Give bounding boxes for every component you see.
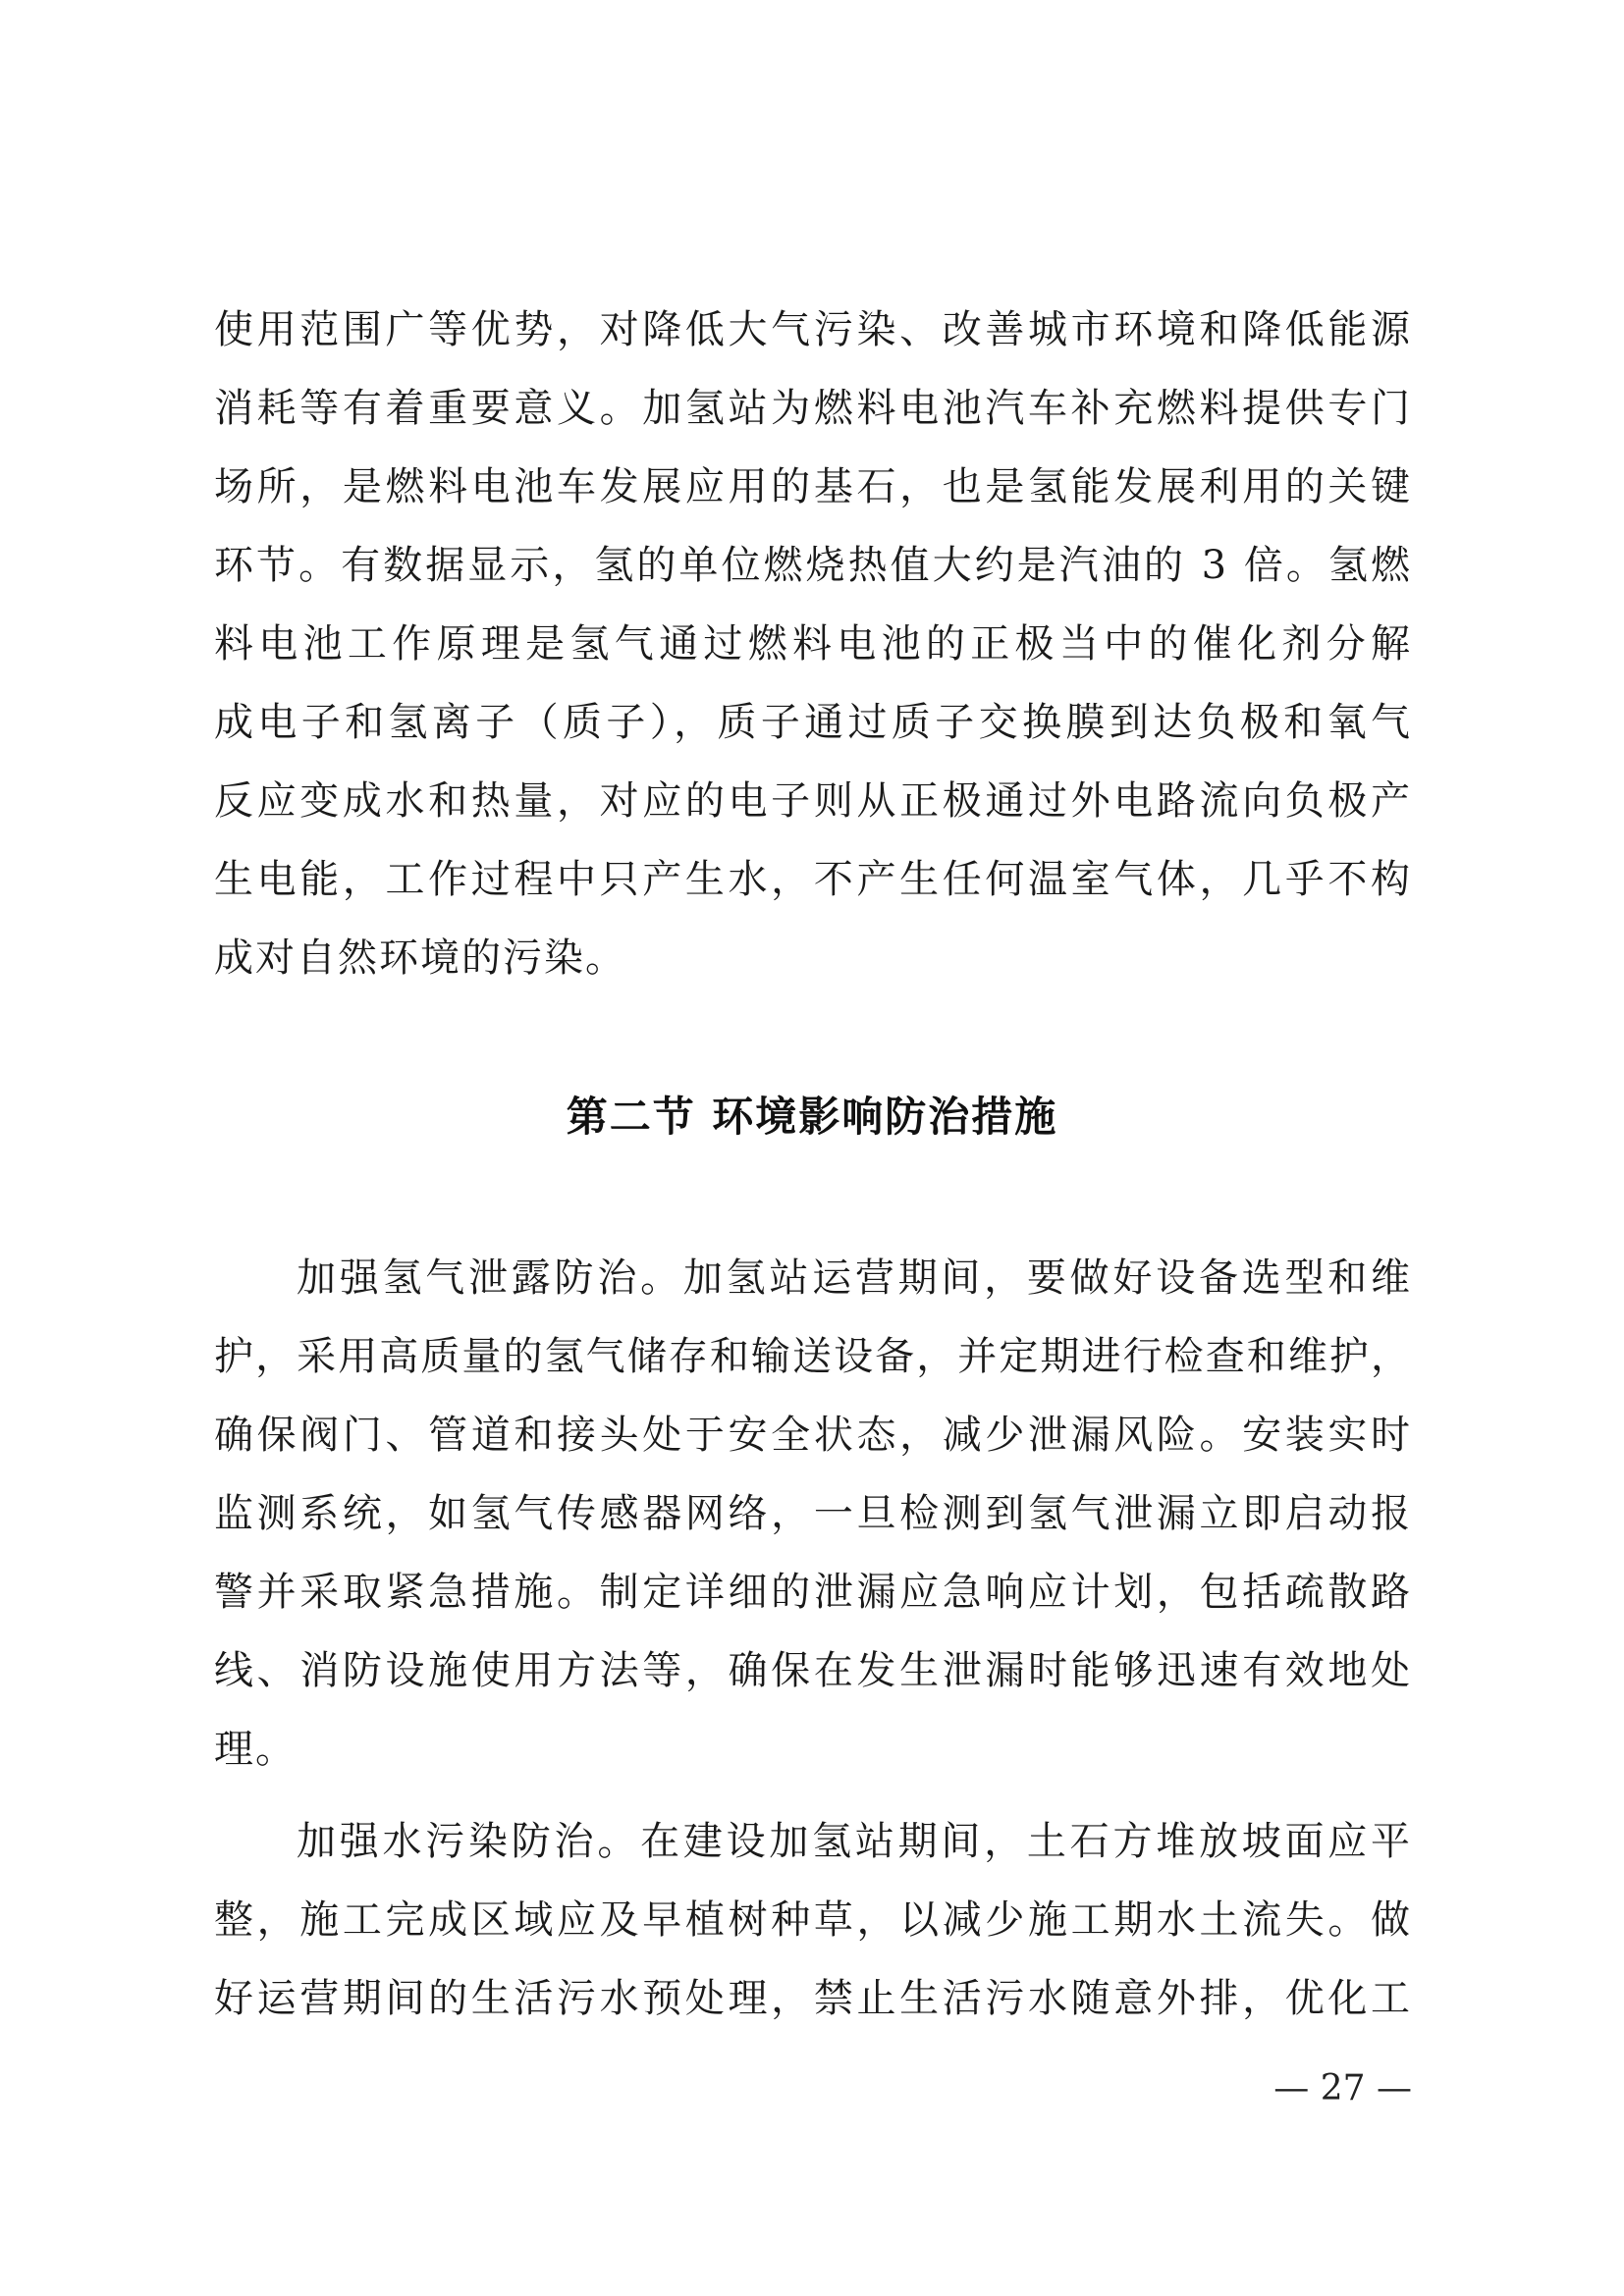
text-line: 反应变成水和热量，对应的电子则从正极通过外电路流向负极产 <box>214 778 1412 824</box>
text-line: 成对自然环境的污染。 <box>214 935 626 981</box>
text-line: 理。 <box>214 1727 297 1772</box>
text-line: 加强水污染防治。在建设加氢站期间，土石方堆放坡面应平 <box>297 1819 1412 1864</box>
text-line: 成电子和氢离子（质子），质子通过质子交换膜到达负极和氧气 <box>214 700 1412 745</box>
text-line: 使用范围广等优势，对降低大气污染、改善城市环境和降低能源 <box>214 307 1412 352</box>
text-line: 线、消防设施使用方法等，确保在发生泄漏时能够迅速有效地处 <box>214 1648 1412 1693</box>
text-line: 好运营期间的生活污水预处理，禁止生活污水随意外排，优化工 <box>214 1976 1412 2021</box>
text-line: 整，施工完成区域应及早植树种草，以减少施工期水土流失。做 <box>214 1897 1412 1943</box>
text-line: 场所，是燃料电池车发展应用的基石，也是氢能发展利用的关键 <box>214 464 1412 509</box>
text-line: 环节。有数据显示，氢的单位燃烧热值大约是汽油的 3 倍。氢燃 <box>214 543 1412 588</box>
text-line: 消耗等有着重要意义。加氢站为燃料电池汽车补充燃料提供专门 <box>214 386 1412 431</box>
section-heading: 第二节 环境影响防治措施 <box>566 1093 1058 1141</box>
page-number: — 27 — <box>1273 2068 1412 2109</box>
text-line: 生电能，工作过程中只产生水，不产生任何温室气体，几乎不构 <box>214 857 1412 902</box>
text-line: 警并采取紧急措施。制定详细的泄漏应急响应计划，包括疏散路 <box>214 1570 1412 1615</box>
text-line: 确保阀门、管道和接头处于安全状态，减少泄漏风险。安装实时 <box>214 1413 1412 1458</box>
text-line: 加强氢气泄露防治。加氢站运营期间，要做好设备选型和维 <box>297 1255 1412 1301</box>
text-line: 监测系统，如氢气传感器网络，一旦检测到氢气泄漏立即启动报 <box>214 1491 1412 1536</box>
text-line: 护，采用高质量的氢气储存和输送设备，并定期进行检查和维护， <box>214 1334 1412 1379</box>
text-line: 料电池工作原理是氢气通过燃料电池的正极当中的催化剂分解 <box>214 621 1412 667</box>
